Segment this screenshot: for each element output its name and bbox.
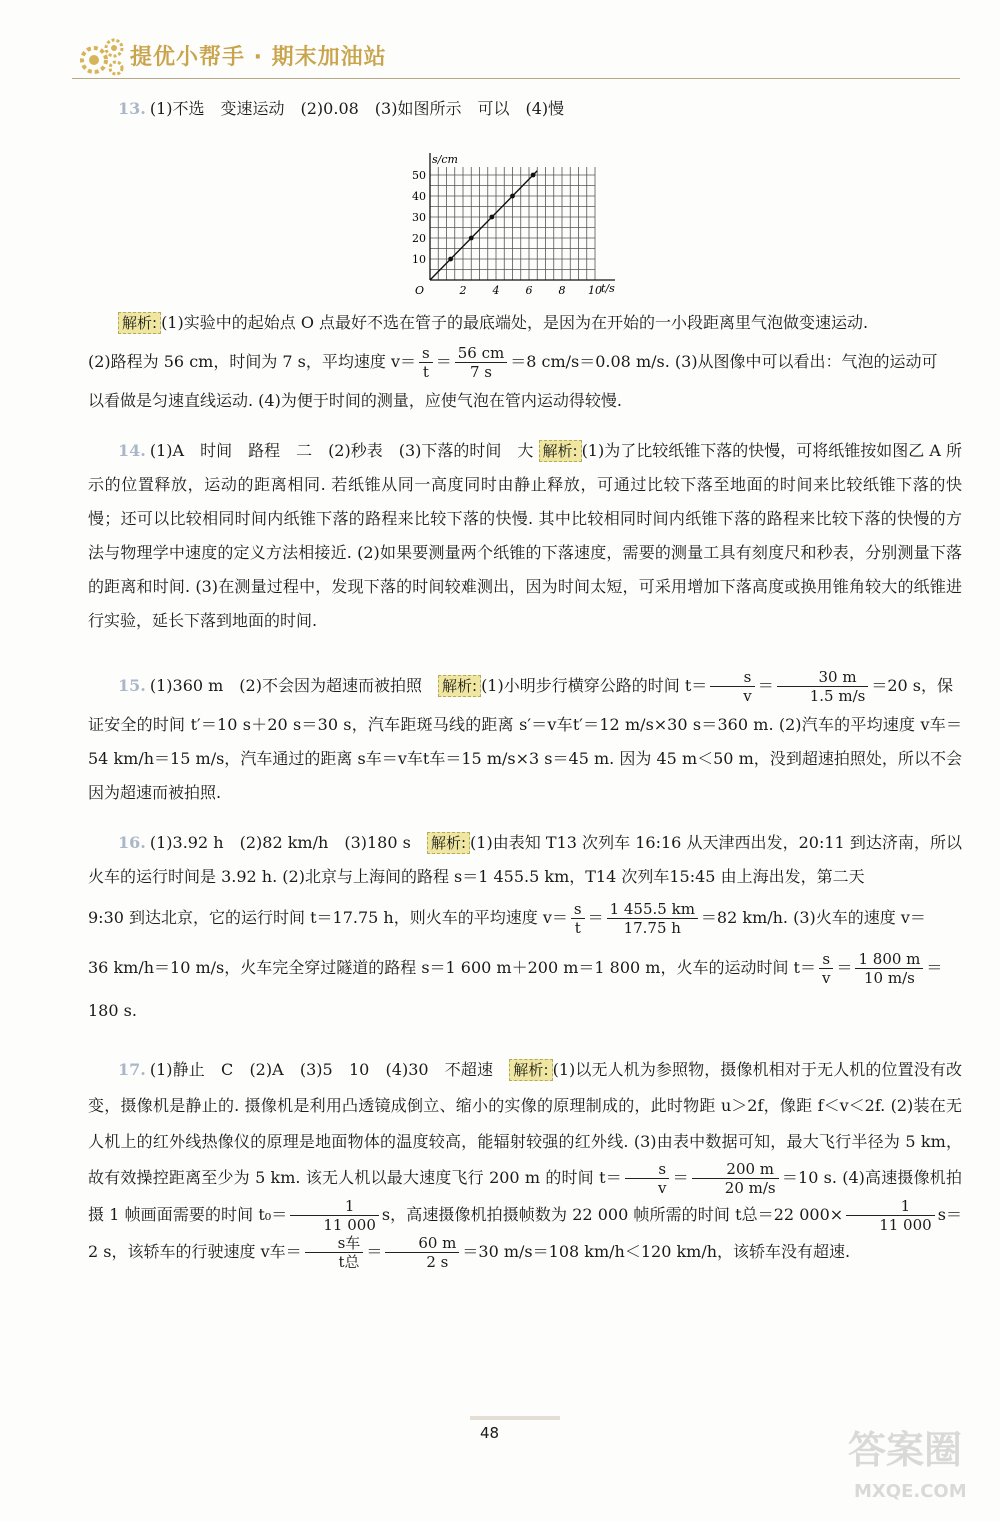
q16-answer-text: (1)3.92 h (2)82 km/h (3)180 s bbox=[149, 833, 411, 852]
x-axis-label: t/s bbox=[601, 282, 615, 295]
q16-c: ＝82 km/h. (3)火车的速度 v＝ bbox=[700, 908, 926, 927]
footer-bar bbox=[470, 1416, 560, 1420]
analysis-tag: 解析: bbox=[118, 312, 161, 334]
x-tick-label: 2 bbox=[459, 284, 467, 297]
analysis-tag: 解析: bbox=[509, 1059, 552, 1081]
x-tick-label: 4 bbox=[492, 284, 500, 297]
y-tick-label: 40 bbox=[412, 190, 426, 203]
q13-p3: 以看做是匀速直线运动. (4)为便于时间的测量，应使气泡在管内运动得较慢. bbox=[88, 391, 622, 410]
analysis-tag: 解析: bbox=[438, 675, 481, 697]
header-title: 提优小帮手 · 期末加油站 bbox=[130, 45, 387, 70]
q16-number: 16. bbox=[118, 833, 146, 852]
fraction: $\frac{s}{v}$ bbox=[625, 1160, 669, 1197]
q16-d: 36 km/h＝10 m/s，火车完全穿过隧道的路程 s＝1 600 m＋200 m＝1 800 m，火车的运动时间 t＝ bbox=[88, 958, 816, 977]
q17-c: s，高速摄像机拍摄帧数为 22 000 帧所需的时间 t总＝22 000× bbox=[381, 1205, 844, 1224]
q13-p2b: ＝ bbox=[435, 352, 452, 371]
q15-b: ＝ bbox=[757, 676, 774, 695]
q15-block bbox=[88, 664, 962, 810]
x-tick-label: 10 bbox=[588, 284, 602, 297]
q16-block bbox=[88, 826, 962, 1028]
fraction: $\frac{200 m}{20 m/s}$ bbox=[692, 1160, 779, 1197]
header-divider bbox=[72, 78, 960, 79]
page-header bbox=[72, 34, 962, 78]
q16-t1: (1)由表知 T13 次列车 16:16 从天津西出发，20:11 到达济南，所以火车的运行时间是 3.92 h. (2)北京与上海间的路程 s＝1 455.5 km，T14 次列车15:45 由上海出发，第二天 bbox=[88, 833, 962, 886]
q13-p2a: (2)路程为 56 cm，时间为 7 s，平均速度 v＝ bbox=[88, 352, 417, 371]
q16-f: ＝ bbox=[926, 958, 943, 977]
y-tick-label: 50 bbox=[412, 169, 426, 182]
q14-answer-text: (1)A 时间 路程 二 (2)秒表 (3)下落的时间 大 bbox=[149, 441, 534, 460]
q16-e: ＝ bbox=[836, 958, 853, 977]
page-number: 48 bbox=[480, 1424, 500, 1442]
data-point bbox=[469, 236, 474, 241]
q13-analysis bbox=[88, 306, 962, 418]
q17-e: ＝ bbox=[366, 1242, 383, 1261]
x-tick-label: 8 bbox=[558, 284, 566, 297]
q17-block bbox=[88, 1052, 962, 1271]
data-point bbox=[448, 257, 453, 262]
q15-c: ＝20 s，保 bbox=[871, 676, 954, 695]
q17-number: 17. bbox=[118, 1060, 146, 1079]
q15-answer-text: (1)360 m (2)不会因为超速而被拍照 bbox=[149, 676, 422, 695]
s-t-graph bbox=[400, 140, 640, 300]
q15-t2: 证安全的时间 t′＝10 s＋20 s＝30 s，汽车距斑马线的距离 s′＝v车t′＝12 m/s×30 s＝360 m. (2)汽车的平均速度 v车＝54 km/h＝15 m/s，汽车通过的距离 s车＝v车t车＝15 m/s×3 s＝45 m. 因为 45 m＜50 m，没到超速拍照处，所以不会因为超速而被拍照. bbox=[88, 715, 962, 802]
q16-b: ＝ bbox=[587, 908, 604, 927]
fraction: $\frac{1}{11 000}$ bbox=[290, 1197, 379, 1234]
fraction: $\frac{s}{t}$ bbox=[571, 900, 585, 937]
analysis-tag: 解析: bbox=[539, 440, 582, 462]
fraction: $\frac{56 cm}{7 s}$ bbox=[455, 344, 507, 381]
q15-number: 15. bbox=[118, 676, 146, 695]
watermark-logo bbox=[840, 1411, 980, 1511]
x-tick-label: 6 bbox=[525, 284, 533, 297]
q17-f: ＝30 m/s＝108 km/h＜120 km/h，该轿车没有超速. bbox=[462, 1242, 851, 1261]
q17-b: ＝10 s. (4)高速摄像机拍摄 1 帧画面需要的时间 t₀＝ bbox=[88, 1168, 962, 1224]
q14-analysis-text: (1)为了比较纸锥下落的快慢，可将纸锥按如图乙 A 所示的位置释放，运动的距离相同. 若纸锥从同一高度同时由静止释放，可通过比较下落至地面的时间来比较纸锥下落的快慢；还可以比较相同时间内纸锥下落的路程来比较下落的快慢. 其中比较相同时间内纸锥下落的路程来比较下落的快慢的方法与物理学中速度的定义方法相接近. (2)如果要测量两个纸锥的下落速度，需要的测量工具有刻度尺和秒表，分别测量下落的距离和时间. (3)在测量过程中，发现下落的时间较难测出，因为时间太短，可采用增加下落高度或换用锥角较大的纸锥进行实验，延长下落到地面的时间. bbox=[88, 441, 962, 630]
y-tick-label: 30 bbox=[412, 211, 426, 224]
q13-p1: (1)实验中的起始点 O 点最好不选在管子的最底端处，是因为在开始的一小段距离里气泡做变速运动. bbox=[161, 313, 869, 332]
gears-logo-icon bbox=[72, 34, 132, 78]
origin-label: O bbox=[414, 284, 424, 297]
q13-number: 13. bbox=[118, 99, 146, 118]
y-tick-label: 10 bbox=[412, 253, 426, 266]
q14-number: 14. bbox=[118, 441, 146, 460]
q17-t1: (1)以无人机为参照物，摄像机相对于无人机的位置没有改变，摄像机是静止的. 摄像机是利用凸透镜成倒立、缩小的实像的原理制成的，此时物距 u＞2f，像距 f＜v＜2f. (2)装在无人机上的红外线热像仪的原理是地面物体的温度较高，能辐射较强的红外线. (3)由表中数据可知，最大飞行半径为 5 km，故有效操控距离至少为 5 km. 该无人机以最大速度飞行 200 m 的时间 t＝ bbox=[88, 1060, 962, 1187]
q17-d: s＝2 s，该轿车的行驶速度 v车＝ bbox=[88, 1205, 962, 1261]
q16-a: 9:30 到达北京，它的运行时间 t＝17.75 h，则火车的平均速度 v＝ bbox=[88, 908, 568, 927]
q13-p2c: ＝8 cm/s＝0.08 m/s. (3)从图像中可以看出：气泡的运动可 bbox=[510, 352, 938, 371]
q15-a: (1)小明步行横穿公路的时间 t＝ bbox=[481, 676, 708, 695]
fit-line bbox=[430, 171, 537, 280]
q17-a: ＝ bbox=[672, 1168, 689, 1187]
watermark-text-2: MXQE.COM bbox=[854, 1481, 967, 1502]
y-tick-label: 20 bbox=[412, 232, 426, 245]
fraction: $\frac{\text{s车}}{\text{t总}}$ bbox=[305, 1234, 364, 1271]
fraction: $\frac{1 800 m}{10 m/s}$ bbox=[855, 950, 923, 987]
fraction: $\frac{s}{v}$ bbox=[710, 668, 754, 705]
q16-g: 180 s. bbox=[88, 1001, 137, 1020]
watermark-text-1: 答案圈 bbox=[848, 1428, 963, 1472]
fraction: $\frac{1}{11 000}$ bbox=[846, 1197, 935, 1234]
y-axis-label: s/cm bbox=[432, 153, 458, 166]
data-point bbox=[531, 173, 536, 178]
q14-block bbox=[88, 434, 962, 638]
fraction: $\frac{60 m}{2 s}$ bbox=[385, 1234, 459, 1271]
q13-answer-text: (1)不选 变速运动 (2)0.08 (3)如图所示 可以 (4)慢 bbox=[149, 99, 565, 118]
q13-answer bbox=[88, 92, 962, 126]
fraction: $\frac{s}{t}$ bbox=[419, 344, 433, 381]
data-point bbox=[489, 215, 494, 220]
fraction: $\frac{s}{v}$ bbox=[819, 950, 833, 987]
data-point bbox=[510, 194, 515, 199]
fraction: $\frac{1 455.5 km}{17.75 h}$ bbox=[607, 900, 698, 937]
fraction: $\frac{30 m}{1.5 m/s}$ bbox=[777, 668, 869, 705]
q17-answer-text: (1)静止 C (2)A (3)5 10 (4)30 不超速 bbox=[149, 1060, 494, 1079]
analysis-tag: 解析: bbox=[427, 832, 470, 854]
